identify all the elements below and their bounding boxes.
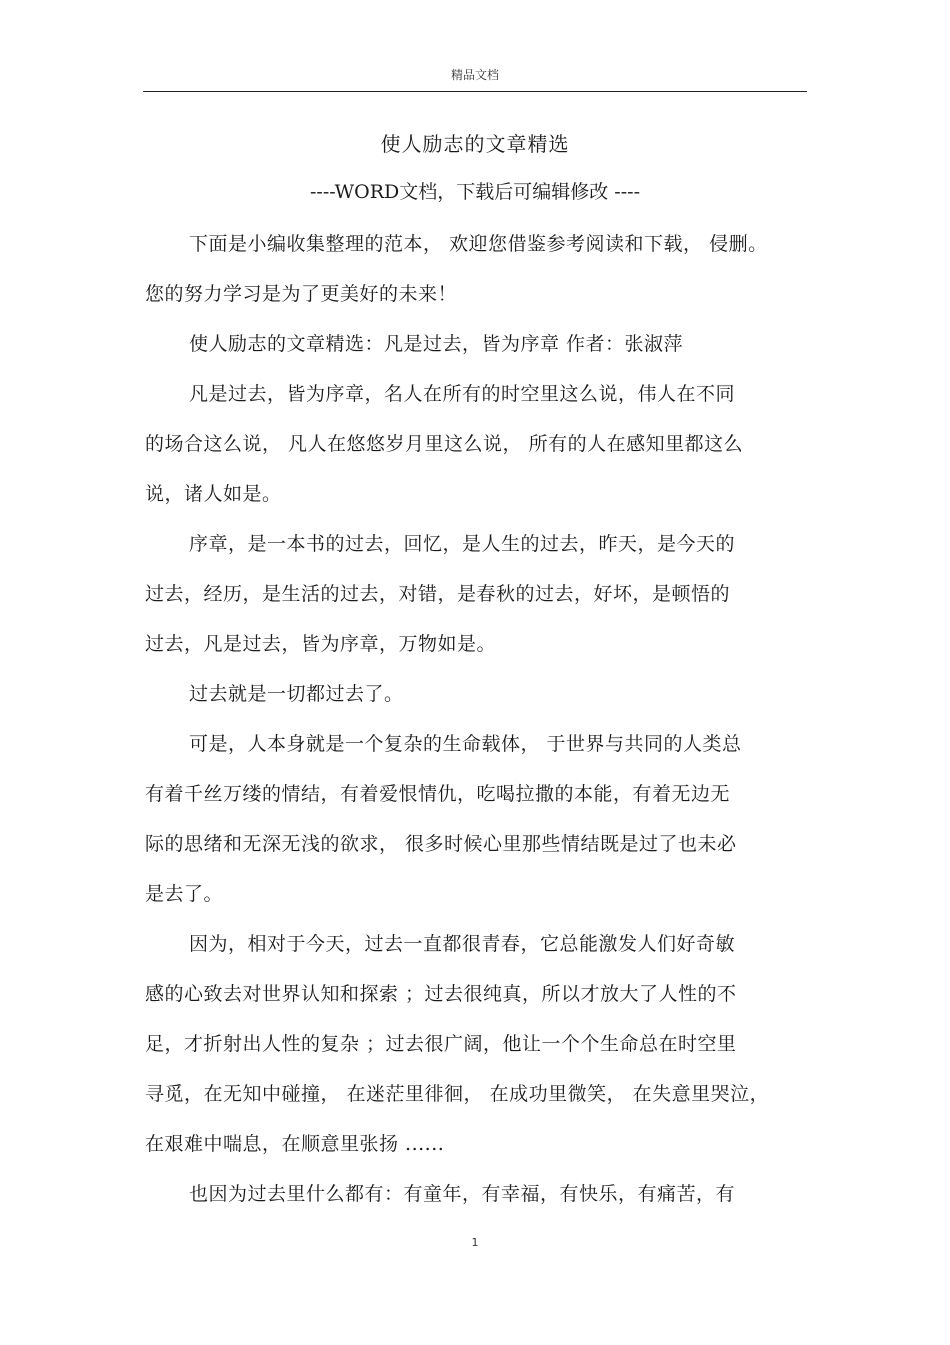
text-line: 在艰难中喘息，在顺意里张扬 ...... xyxy=(145,1133,445,1155)
page-header: 精品文档 xyxy=(450,68,499,82)
text-line: 有着千丝万缕的情结，有着爱恨情仇，吃喝拉撒的本能，有着无边无 xyxy=(145,783,731,805)
text-line: 寻觅，在无知中碰撞， 在迷茫里徘徊， 在成功里微笑， 在失意里哭泣， xyxy=(145,1083,770,1105)
text-line: 您的努力学习是为了更美好的未来！ xyxy=(145,283,458,305)
document-title: 使人励志的文章精选 xyxy=(380,132,570,156)
text-line: 因为，相对于今天，过去一直都很青春，它总能激发人们好奇敏 xyxy=(189,933,736,955)
text-line: 过去，凡是过去，皆为序章，万物如是。 xyxy=(145,633,497,655)
text-line: 也因为过去里什么都有：有童年，有幸福，有快乐，有痛苦，有 xyxy=(189,1183,736,1205)
header-divider xyxy=(143,91,807,92)
text-line: 下面是小编收集整理的范本， 欢迎您借鉴参考阅读和下载， 侵删。 xyxy=(189,233,768,255)
text-line: 说，诸人如是。 xyxy=(145,483,282,505)
text-line: 可是，人本身就是一个复杂的生命载体， 于世界与共同的人类总 xyxy=(189,733,742,755)
text-line: 序章，是一本书的过去，回忆，是人生的过去，昨天，是今天的 xyxy=(189,533,736,555)
text-line: 的场合这么说， 凡人在悠悠岁月里这么说， 所有的人在感知里都这么 xyxy=(145,433,744,455)
text-line: 是去了。 xyxy=(145,883,224,905)
text-line: 过去，经历，是生活的过去，对错，是春秋的过去，好坏，是顿悟的 xyxy=(145,583,731,605)
text-line: 际的思绪和无深无浅的欲求， 很多时候心里那些情结既是过了也未必 xyxy=(145,833,737,855)
text-line: 使人励志的文章精选：凡是过去，皆为序章 作者：张淑萍 xyxy=(189,333,684,355)
page-number: 1 xyxy=(471,1236,479,1249)
text-line: 感的心致去对世界认知和探索 ；过去很纯真，所以才放大了人性的不 xyxy=(145,983,737,1005)
text-line: 足，才折射出人性的复杂 ；过去很广阔，他让一个个生命总在时空里 xyxy=(145,1033,737,1055)
text-line: 凡是过去，皆为序章，名人在所有的时空里这么说，伟人在不同 xyxy=(189,383,736,405)
text-line: 过去就是一切都过去了。 xyxy=(189,683,404,705)
document-subtitle: ----WORD文档，下载后可编辑修改 ---- xyxy=(309,181,640,203)
